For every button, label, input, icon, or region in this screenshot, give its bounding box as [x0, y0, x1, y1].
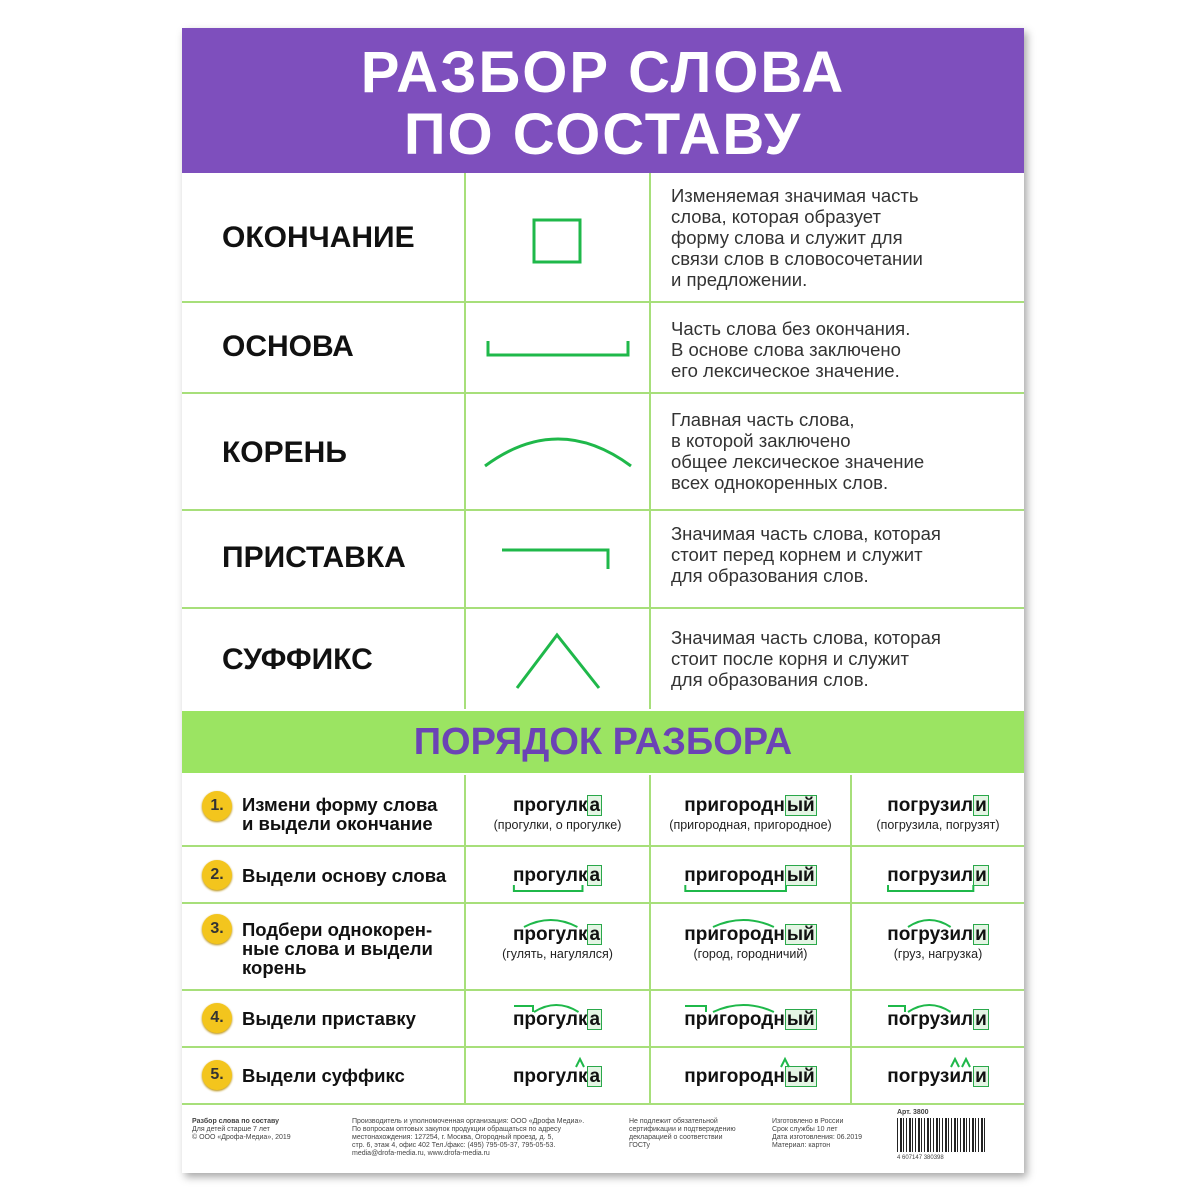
example-3-3: погрузил и (груз, нагрузка) — [852, 924, 1024, 961]
step-number: 4. — [202, 1003, 232, 1033]
order-title: ПОРЯДОК РАЗБОРА — [413, 721, 793, 763]
step-row-5 — [182, 1048, 1024, 1105]
part-row-suffix — [182, 609, 1024, 709]
term-ending: ОКОНЧАНИЕ — [222, 221, 415, 254]
ending-box-icon — [532, 218, 582, 264]
term-suffix: СУФФИКС — [222, 643, 373, 676]
desc-root: Главная часть слова, в которой заключено общее лексическое значение всех однокоренных слов. — [671, 409, 925, 493]
example-1-2: пригородн ый (пригородная, пригородное) — [669, 795, 832, 832]
poster — [182, 28, 1024, 1173]
article-number: Арт. 3800 — [897, 1109, 929, 1116]
step-text: Выдели суффикс — [242, 1065, 405, 1086]
example-2-2: пригородн ый — [651, 865, 850, 887]
step-text: Подбери однокорен- ные слова и выдели корень — [242, 919, 433, 978]
suffix-caret-icon — [514, 631, 602, 691]
example-4-2: пригородн ый — [651, 1009, 850, 1031]
barcode-digits: 4 607147 380398 — [897, 1155, 944, 1161]
example-3-2: пригородн ый (город, городничий) — [651, 924, 850, 961]
step-text: Выдели основу слова — [242, 865, 447, 886]
step-row-2 — [182, 847, 1024, 904]
example-1-3: погрузил и (погрузила, погрузят) — [876, 795, 1000, 832]
part-row-root — [182, 394, 1024, 511]
stem-bracket-icon — [486, 339, 630, 359]
footer — [182, 1108, 1024, 1173]
part-row-prefix — [182, 511, 1024, 609]
step-number: 5. — [202, 1060, 232, 1090]
step-text: Измени форму слова и выдели окончание — [242, 794, 438, 834]
prefix-corner-icon — [500, 547, 612, 571]
part-row-ending — [182, 173, 1024, 303]
example-4-3: погрузил и — [852, 1009, 1024, 1031]
step-number: 2. — [202, 860, 232, 890]
title-line-2: ПО СОСТАВУ — [403, 102, 803, 167]
example-4-1: прогулк а — [466, 1009, 649, 1031]
root-arc-icon — [482, 430, 634, 470]
footer-certification: Не подлежит обязательной сертификации и подтверждению декларацией о соответствии ГОСТу — [629, 1118, 736, 1149]
step-number: 3. — [202, 914, 232, 944]
footer-product: Разбор слова по составу Для детей старше 7 лет © ООО «Дрофа-Медиа», 2019 — [192, 1118, 291, 1141]
desc-suffix: Значимая часть слова, которая стоит после корня и служит для образования слов. — [671, 627, 941, 690]
barcode — [897, 1118, 987, 1152]
order-header — [182, 711, 1024, 773]
desc-prefix: Значимая часть слова, которая стоит перед корнем и служит для образования слов. — [671, 523, 941, 586]
example-2-3: погрузил и — [852, 865, 1024, 887]
step-text: Выдели приставку — [242, 1008, 416, 1029]
title-line-1: РАЗБОР СЛОВА — [360, 40, 846, 105]
step-row-4 — [182, 991, 1024, 1048]
footer-manufacturer: Производитель и уполномоченная организация: ООО «Дрофа Медиа». По вопросам оптовых закупок продукции обращаться по адресу местонахождения: 127254, г. Москва, Огородный проезд, д. 5, стр. 6, этаж 4, офис 402 Тел./факс: (495) 795-05-37, 795-05-53. media@drofa-media.ru, www.drofa-media.ru — [352, 1118, 585, 1157]
step-row-3 — [182, 904, 1024, 991]
example-1-1: прогулк а (прогулки, о прогулке) — [493, 795, 622, 832]
footer-made-in: Изготовлено в России Срок службы 10 лет Дата изготовления: 06.2019 Материал: картон — [772, 1118, 863, 1149]
example-5-1: прогулк а — [466, 1066, 649, 1088]
example-2-1: прогулк а — [466, 865, 649, 887]
example-5-3: погрузил и — [852, 1066, 1024, 1088]
desc-stem: Часть слова без окончания. В основе слова заключено его лексическое значение. — [671, 318, 911, 381]
step-number: 1. — [202, 791, 232, 821]
example-3-1: прогулк а (гулять, нагулялся) — [466, 924, 649, 961]
desc-ending: Изменяемая значимая часть слова, которая образует форму слова и служит для связи слов в словосочетании и предложении. — [671, 185, 923, 290]
example-5-2: пригородн ый — [651, 1066, 850, 1088]
step-row-1 — [182, 775, 1024, 847]
term-prefix: ПРИСТАВКА — [222, 541, 406, 574]
part-row-stem — [182, 303, 1024, 394]
poster-title — [182, 28, 1024, 173]
term-stem: ОСНОВА — [222, 330, 354, 363]
term-root: КОРЕНЬ — [222, 436, 347, 469]
